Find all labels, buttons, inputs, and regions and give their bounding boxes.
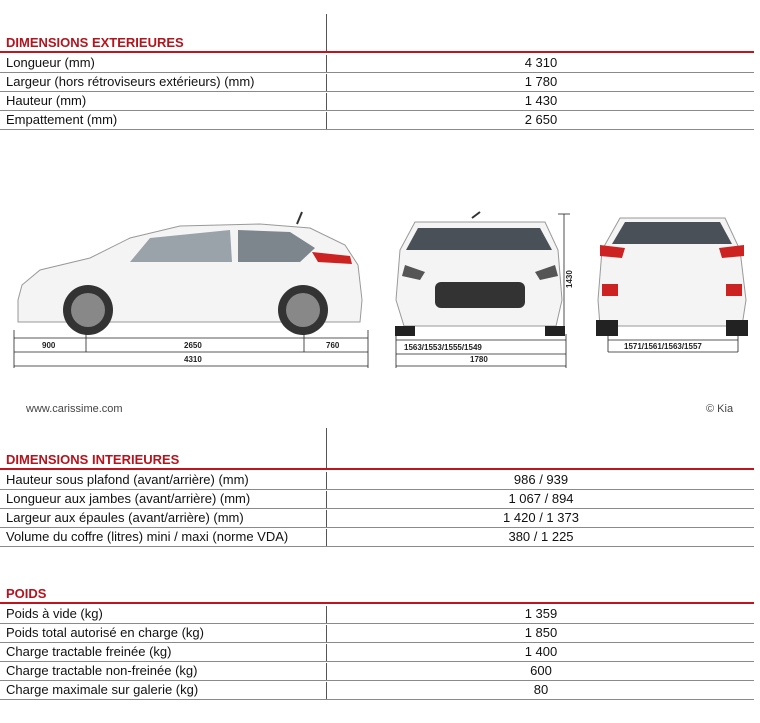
- car-rear-view: [596, 218, 748, 336]
- copyright-label: © Kia: [706, 403, 734, 415]
- car-front-view: [395, 212, 565, 336]
- dim-front-overhang: 900: [42, 341, 56, 350]
- row-value: 1 400: [326, 644, 755, 661]
- row-label: Largeur aux épaules (avant/arrière) (mm): [6, 510, 244, 525]
- table-row: [0, 623, 754, 643]
- table-row: [0, 53, 754, 73]
- poids-section-title: POIDS: [6, 586, 47, 601]
- table-row: [0, 527, 754, 547]
- row-label: Empattement (mm): [6, 112, 118, 127]
- dim-wheelbase: 2650: [184, 341, 202, 350]
- table-row: [0, 110, 754, 130]
- dim-rear-overhang: 760: [326, 341, 340, 350]
- int-header-divider: [326, 428, 327, 470]
- row-value: 4 310: [326, 55, 755, 72]
- row-label: Volume du coffre (litres) mini / maxi (norme VDA): [6, 529, 289, 544]
- row-value: 600: [326, 663, 755, 680]
- row-label: Poids total autorisé en charge (kg): [6, 625, 204, 640]
- int-section-title: DIMENSIONS INTERIEURES: [6, 452, 180, 467]
- row-label: Longueur aux jambes (avant/arrière) (mm): [6, 491, 251, 506]
- row-value: 1 780: [326, 74, 755, 91]
- table-row: [0, 489, 754, 509]
- dim-front-track: 1563/1553/1555/1549: [404, 343, 482, 352]
- row-value: 1 359: [326, 606, 755, 623]
- row-value: 1 420 / 1 373: [326, 510, 755, 527]
- dim-rear-track: 1571/1561/1563/1557: [624, 342, 702, 351]
- row-value: 2 650: [326, 112, 755, 129]
- table-row: [0, 604, 754, 624]
- row-value: 80: [326, 682, 755, 699]
- row-label: Charge tractable freinée (kg): [6, 644, 172, 659]
- row-label: Charge tractable non-freinée (kg): [6, 663, 198, 678]
- table-row: [0, 642, 754, 662]
- row-label: Poids à vide (kg): [6, 606, 103, 621]
- row-label: Charge maximale sur galerie (kg): [6, 682, 199, 697]
- row-value: 1 850: [326, 625, 755, 642]
- dim-height: 1430: [565, 270, 574, 288]
- site-watermark: www.carissime.com: [26, 403, 123, 415]
- row-label: Hauteur (mm): [6, 93, 87, 108]
- row-label: Longueur (mm): [6, 55, 95, 70]
- table-row: [0, 91, 754, 111]
- ext-section-title: DIMENSIONS EXTERIEURES: [6, 35, 184, 50]
- row-value: 1 067 / 894: [326, 491, 755, 508]
- car-dimensions-diagram: [0, 200, 760, 380]
- table-row: [0, 470, 754, 490]
- row-value: 1 430: [326, 93, 755, 110]
- ext-header-divider: [326, 14, 327, 52]
- table-row: [0, 661, 754, 681]
- row-value: 986 / 939: [326, 472, 755, 489]
- row-label: Hauteur sous plafond (avant/arrière) (mm): [6, 472, 249, 487]
- row-value: 380 / 1 225: [326, 529, 755, 546]
- car-side-view: [18, 212, 362, 335]
- table-row: [0, 72, 754, 92]
- table-row: [0, 508, 754, 528]
- table-row: [0, 680, 754, 700]
- dim-length: 4310: [184, 355, 202, 364]
- dim-width: 1780: [470, 355, 488, 364]
- row-label: Largeur (hors rétroviseurs extérieurs) (mm): [6, 74, 255, 89]
